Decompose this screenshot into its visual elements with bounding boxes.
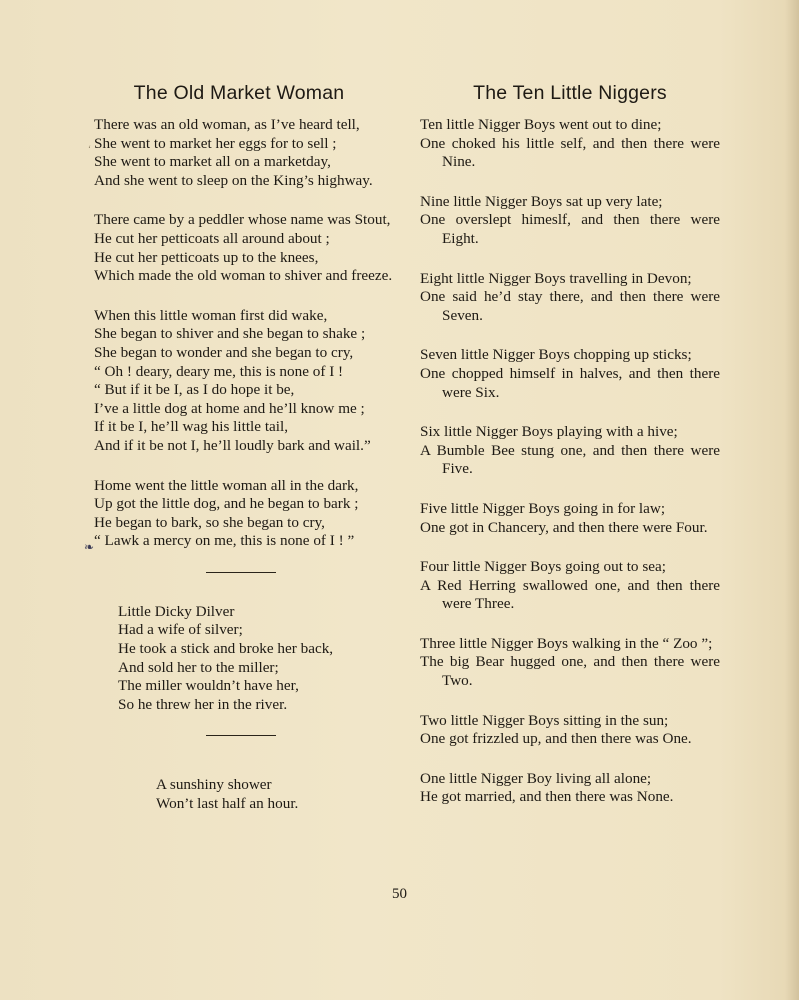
stanza-dicky-dilver [94, 603, 394, 715]
verse-line: Ten little Nigger Boys went out to dine; [420, 116, 662, 133]
verse-line: Five little Nigger Boys going in for law; [420, 499, 666, 517]
verse-line: Four little Nigger Boys going out to sea; [420, 558, 666, 576]
stanza [94, 116, 394, 190]
verse-line: Nine little Nigger Boys sat up very late; [420, 192, 663, 210]
stanza [420, 712, 720, 749]
section-divider [206, 735, 276, 736]
right-title: The Ten Little Niggers [473, 82, 667, 104]
verse-line: And sold her to the miller; [118, 658, 279, 676]
verse-line: Won’t last half an hour. [156, 795, 299, 813]
verse-line: Which made the old woman to shiver and freeze. [94, 267, 393, 285]
stanza [420, 116, 720, 172]
verse-line: When this little woman first did wake, [94, 306, 328, 324]
verse-line: “ Oh ! deary, deary me, this is none of I ! [94, 362, 344, 380]
stanza-sunshiny-shower [94, 776, 394, 813]
stanza [420, 635, 720, 691]
verse-line: A sunshiny shower [156, 776, 272, 794]
margin-mark: ‘ [88, 144, 91, 154]
verse-line: She went to market her eggs for to sell ; [94, 134, 337, 152]
verse-line: One got in Chancery, and then there were Four. [420, 518, 708, 536]
verse-line: She began to wonder and she began to cry, [94, 343, 354, 361]
stanza [420, 193, 720, 249]
verse-line: He took a stick and broke her back, [118, 640, 334, 658]
verse-line: The big Bear hugged one, and then there were Two. [420, 653, 720, 690]
verse-line: The miller wouldn’t have her, [118, 677, 299, 695]
verse-line: He began to bark, so she began to cry, [94, 513, 325, 531]
page-number: 50 [392, 886, 407, 902]
section-divider [206, 572, 276, 573]
verse-line: One said he’d stay there, and then there were Seven. [420, 288, 720, 324]
verse-line: She went to market all on a marketday, [94, 153, 331, 171]
verse-line: And if it be not I, he’ll loudly bark and wail.” [94, 436, 371, 454]
stanza [420, 346, 720, 402]
verse-line: Seven little Nigger Boys chopping up sticks; [420, 346, 692, 364]
right-column [420, 82, 720, 828]
verse-line: He cut her petticoats up to the knees, [94, 248, 319, 266]
verse-line: A Bumble Bee stung one, and then there were Five. [420, 441, 720, 478]
stanza [420, 423, 720, 479]
verse-line: Up got the little dog, and he began to bark ; [94, 495, 359, 513]
verse-line: Three little Nigger Boys walking in the “ Zoo ”; [420, 634, 713, 652]
stanza [94, 477, 394, 551]
stanza [420, 770, 720, 807]
verse-line: There came by a peddler whose name was Stout, [94, 211, 391, 229]
verse-line: One little Nigger Boy living all alone; [420, 769, 652, 787]
verse-line: If it be I, he’ll wag his little tail, [94, 418, 289, 436]
verse-line: He cut her petticoats all around about ; [94, 229, 330, 247]
verse-line: “ Lawk a mercy on me, this is none of I ! ” [94, 532, 355, 550]
verse-line: “ But if it be I, as I do hope it be, [94, 381, 295, 399]
verse-line: He got married, and then there was None. [420, 788, 674, 806]
verse-line: One chopped himself in halves, and then there were Six. [420, 364, 720, 401]
verse-line: Two little Nigger Boys sitting in the sun; [420, 711, 669, 729]
stanza [94, 307, 394, 456]
verse-line: And she went to sleep on the King’s highway. [94, 171, 373, 189]
verse-line: Little Dicky Dilver [118, 602, 235, 620]
verse-line: So he threw her in the river. [118, 695, 288, 713]
verse-line: I’ve a little dog at home and he’ll know me ; [94, 399, 365, 417]
verse-line: Had a wife of silver; [118, 621, 243, 639]
left-title: The Old Market Woman [133, 82, 345, 104]
verse-line: One got frizzled up, and then there was One. [420, 730, 692, 748]
stanza [420, 270, 720, 326]
verse-line: Six little Nigger Boys playing with a hive; [420, 423, 678, 441]
stanza [420, 500, 720, 537]
verse-line: A Red Herring swallowed one, and then there were Three. [420, 576, 720, 613]
verse-line: There was an old woman, as I’ve heard tell, [94, 116, 360, 133]
verse-line: One overslept himeslf, and then there were Eight. [420, 211, 720, 247]
verse-line: One choked his little self, and then there were Nine. [420, 134, 720, 171]
stanza [420, 558, 720, 614]
left-column [94, 82, 394, 835]
verse-line: Home went the little woman all in the dark, [94, 476, 359, 494]
verse-line: Eight little Nigger Boys travelling in Devon; [420, 269, 692, 287]
stanza [94, 211, 394, 285]
margin-ink-mark: ❧ [84, 540, 95, 554]
page-edge-shadow [785, 0, 799, 1000]
verse-line: She began to shiver and she began to shake ; [94, 325, 366, 343]
